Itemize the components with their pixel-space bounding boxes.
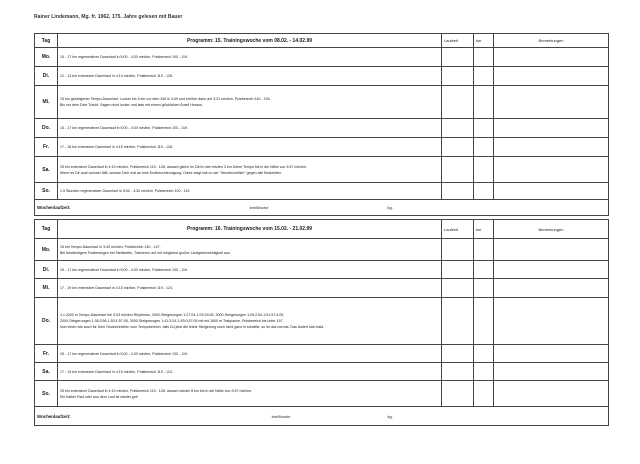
week-16-day-row	[35, 381, 609, 407]
workout-line: 25 km extensiver Dauerlauf in 4:19 min/km, Pulsbereich 119 - 128, danach gleich im Ziel in den letzten 3 km Deine Tempo bis in die Nähe von 3:57 min/km.	[60, 164, 307, 169]
day-label: Fr.	[35, 138, 58, 157]
laufzeit-cell	[442, 279, 474, 298]
workout-description	[58, 261, 442, 279]
remarks-cell	[494, 86, 609, 119]
day-label: Sa.	[35, 157, 58, 183]
day-label: Do.	[35, 119, 58, 138]
remarks-cell	[494, 67, 609, 86]
km-cell	[474, 183, 494, 200]
remarks-cell	[494, 138, 609, 157]
workout-line: Bei beständigem Fortbewegen bei Steilwetter, Trainieren auf mit möglichst großer Laufgeschwindigkeit aus.	[60, 250, 231, 255]
workout-description	[58, 279, 442, 298]
workout-line: 15 - 17 km regenerativer Dauerlauf in 5:00 - 4:30 min/km, Pulsbereich 100 - 119.	[60, 55, 188, 59]
workout-line: 15 - 17 km regenerativer Dauerlauf in 5:00 - 4:30 min/km, Pulsbereich 100 - 119.	[60, 126, 188, 130]
laufzeit-cell	[442, 138, 474, 157]
workout-line: 17 - 19 km extensiver Dauerlauf in 4:15 min/km, Pulsbereich 119 - 124.	[60, 286, 173, 290]
workout-line: 15 km gesteigerter Tempo-Dauerlauf. Locker bis 5 km vor dem Ziel in 3:49 und erhöhe dann auf 3:31 min/km, Pulsbereich 140 - 154.	[60, 97, 271, 101]
week-15-day-row	[35, 157, 609, 183]
workout-line: 15 km Tempo-Dauerlauf in 3:49 min/km, Pulsbereich 140 - 147.	[60, 244, 161, 249]
weekly-time-label: Wochenlaufzeit:	[37, 413, 71, 419]
week-16-header-row	[35, 220, 609, 239]
km-cell	[474, 138, 494, 157]
workout-description	[58, 67, 442, 86]
remarks-cell	[494, 298, 609, 345]
week-15-title: Programm: 15. Trainingswoche vom 08.02. - 14.02.99	[58, 34, 442, 48]
week-16-day-row	[35, 363, 609, 381]
workout-line: 17 - 19 km extensiver Dauerlauf in 4:15 min/km, Pulsbereich 119 - 124.	[60, 369, 173, 374]
remarks-column-header: Bemerkungen	[494, 34, 609, 48]
workout-description	[58, 48, 442, 67]
day-label: Di.	[35, 261, 58, 279]
workout-line: 17 - 18 km extensiver Dauerlauf in 4:15 min/km, Pulsbereich 119 - 128.	[60, 145, 173, 149]
workout-line: 1.5 Stunden regenerativer Dauerlauf in 5:00 - 4:30 min/km, Pulsbereich 100 - 119.	[60, 189, 191, 193]
km-cell	[474, 298, 494, 345]
km-column-header: km	[474, 34, 494, 48]
workout-line: 12 - 13 km extensiver Dauerlauf in 4:14 min/km, Pulsbereich 119 - 128.	[60, 74, 173, 78]
day-label: Mi.	[35, 279, 58, 298]
laufzeit-cell	[442, 381, 474, 407]
day-label: Do.	[35, 298, 58, 345]
week-15-day-row	[35, 119, 609, 138]
weekly-km-label: km/Woche	[249, 205, 269, 210]
week-15-day-row	[35, 67, 609, 86]
remarks-cell	[494, 363, 609, 381]
workout-description	[58, 138, 442, 157]
remarks-cell	[494, 261, 609, 279]
day-label: Fr.	[35, 345, 58, 363]
day-column-header: Tag	[35, 34, 58, 48]
week-16-day-row	[35, 298, 609, 345]
km-cell	[474, 345, 494, 363]
remarks-cell	[494, 239, 609, 261]
workout-line: 2000-Steigerungen 1:38:2:58-1:53:1:57:05, 3000-Steigerungen 1:41:3:24-1:53:0:57:05 mit mit 1600 m Trabpause, Pulsbereich bis unter 157.	[60, 319, 284, 323]
day-label: So.	[35, 381, 58, 407]
workout-line: Ein halber Rad oder aus dem Lauf ist wieder gut!	[60, 394, 138, 399]
workout-line: 4 x 2000 m Tempo-Dauerlauf bei 3:03 min/km Rhythmus, 2000-Steigerungen 1:27:04-1:03:24:05, 3000-Steigerungen 1:29:2:54-1:51:57:4:05,	[60, 313, 285, 317]
weekly-km-label: km/Woche	[271, 413, 291, 419]
laufzeit-cell	[442, 298, 474, 345]
remarks-cell	[494, 381, 609, 407]
workout-line: 25 km extensiver Dauerlauf in 4:19 min/km, Pulsbereich 119 - 128, danach wieder 8 km bis in die Nähe von 3:57 min/km.	[60, 388, 253, 393]
document-header: Rainer Lindemann, Mg. fr. 1962, 175. Jahre gelesen mit Bauer	[34, 14, 183, 20]
week-16-day-row	[35, 279, 609, 298]
remarks-cell	[494, 279, 609, 298]
workout-line: 15 - 17 km regenerativer Dauerlauf in 5:00 - 4:30 min/km, Pulsbereich 100 - 119.	[60, 267, 188, 272]
workout-description	[58, 345, 442, 363]
km-column-header: km	[474, 220, 494, 239]
km-cell	[474, 363, 494, 381]
day-label: Mo.	[35, 48, 58, 67]
workout-description	[58, 119, 442, 138]
weekly-time-label: Wochenlaufzeit:	[37, 205, 71, 210]
week-15-day-row	[35, 183, 609, 200]
workout-line: Wenn es Dir auch schwer fällt, schaue Dich mal an eine Endbeschleunigung. Diese zeigt sich in der "Wunderzeitlich" gegen alle Bestzeiten.	[60, 170, 282, 175]
week-16-table	[34, 219, 609, 426]
day-label: Mo.	[35, 239, 58, 261]
workout-description	[58, 157, 442, 183]
km-cell	[474, 261, 494, 279]
week-16-day-row	[35, 345, 609, 363]
day-label: Mi.	[35, 86, 58, 119]
km-cell	[474, 119, 494, 138]
laufzeit-cell	[442, 157, 474, 183]
laufzeit-cell	[442, 67, 474, 86]
week-16-weekly-row	[35, 407, 609, 426]
km-cell	[474, 48, 494, 67]
km-cell	[474, 157, 494, 183]
day-label: So.	[35, 183, 58, 200]
week-15-day-row	[35, 86, 609, 119]
km-cell	[474, 279, 494, 298]
week-15-weekly-row	[35, 200, 609, 216]
week-15-table	[34, 33, 609, 216]
km-cell	[474, 239, 494, 261]
week-15-header-row	[35, 34, 609, 48]
workout-description	[58, 363, 442, 381]
remarks-cell	[494, 119, 609, 138]
week-16-day-row	[35, 261, 609, 279]
remarks-cell	[494, 345, 609, 363]
workout-line: Nun einen wie auch für Dein Gewohnheiten vom Tempobereich, falls Du jetzt die letzte Steigerung noch nicht ganz in schaffst, so ist das normal. Das ändert sich bald.	[60, 325, 325, 329]
laufzeit-cell	[442, 261, 474, 279]
remarks-cell	[494, 157, 609, 183]
km-cell	[474, 86, 494, 119]
km-cell	[474, 67, 494, 86]
workout-description	[58, 183, 442, 200]
workout-description	[58, 298, 442, 345]
laufzeit-cell	[442, 86, 474, 119]
weekly-kg-label: kg.	[387, 413, 393, 419]
workout-line: 15 - 17 km regenerativer Dauerlauf in 5:00 - 4:30 min/km, Pulsbereich 100 - 119.	[60, 351, 188, 356]
day-label: Sa.	[35, 363, 58, 381]
laufzeit-cell	[442, 183, 474, 200]
remarks-cell	[494, 183, 609, 200]
workout-description	[58, 239, 442, 261]
day-label: Di.	[35, 67, 58, 86]
day-column-header: Tag	[35, 220, 58, 239]
laufzeit-cell	[442, 363, 474, 381]
laufzeit-cell	[442, 239, 474, 261]
remarks-column-header: Bemerkungen	[494, 220, 609, 239]
workout-description	[58, 86, 442, 119]
workout-line: Bis vor dem Dein Trackt. Sagen nicht locker und lass mit einem glücklichen Anteil Heraus.	[60, 103, 203, 107]
week-16-day-row	[35, 239, 609, 261]
laufzeit-cell	[442, 48, 474, 67]
workout-description	[58, 381, 442, 407]
laufzeit-column-header: Laufzeit	[442, 220, 474, 239]
laufzeit-cell	[442, 345, 474, 363]
week-15-day-row	[35, 48, 609, 67]
laufzeit-cell	[442, 119, 474, 138]
week-15-day-row	[35, 138, 609, 157]
km-cell	[474, 381, 494, 407]
remarks-cell	[494, 48, 609, 67]
week-16-title: Programm: 16. Trainingswoche vom 15.02. - 21.02.99	[58, 220, 442, 239]
laufzeit-column-header: Laufzeit	[442, 34, 474, 48]
weekly-kg-label: kg.	[387, 205, 393, 210]
